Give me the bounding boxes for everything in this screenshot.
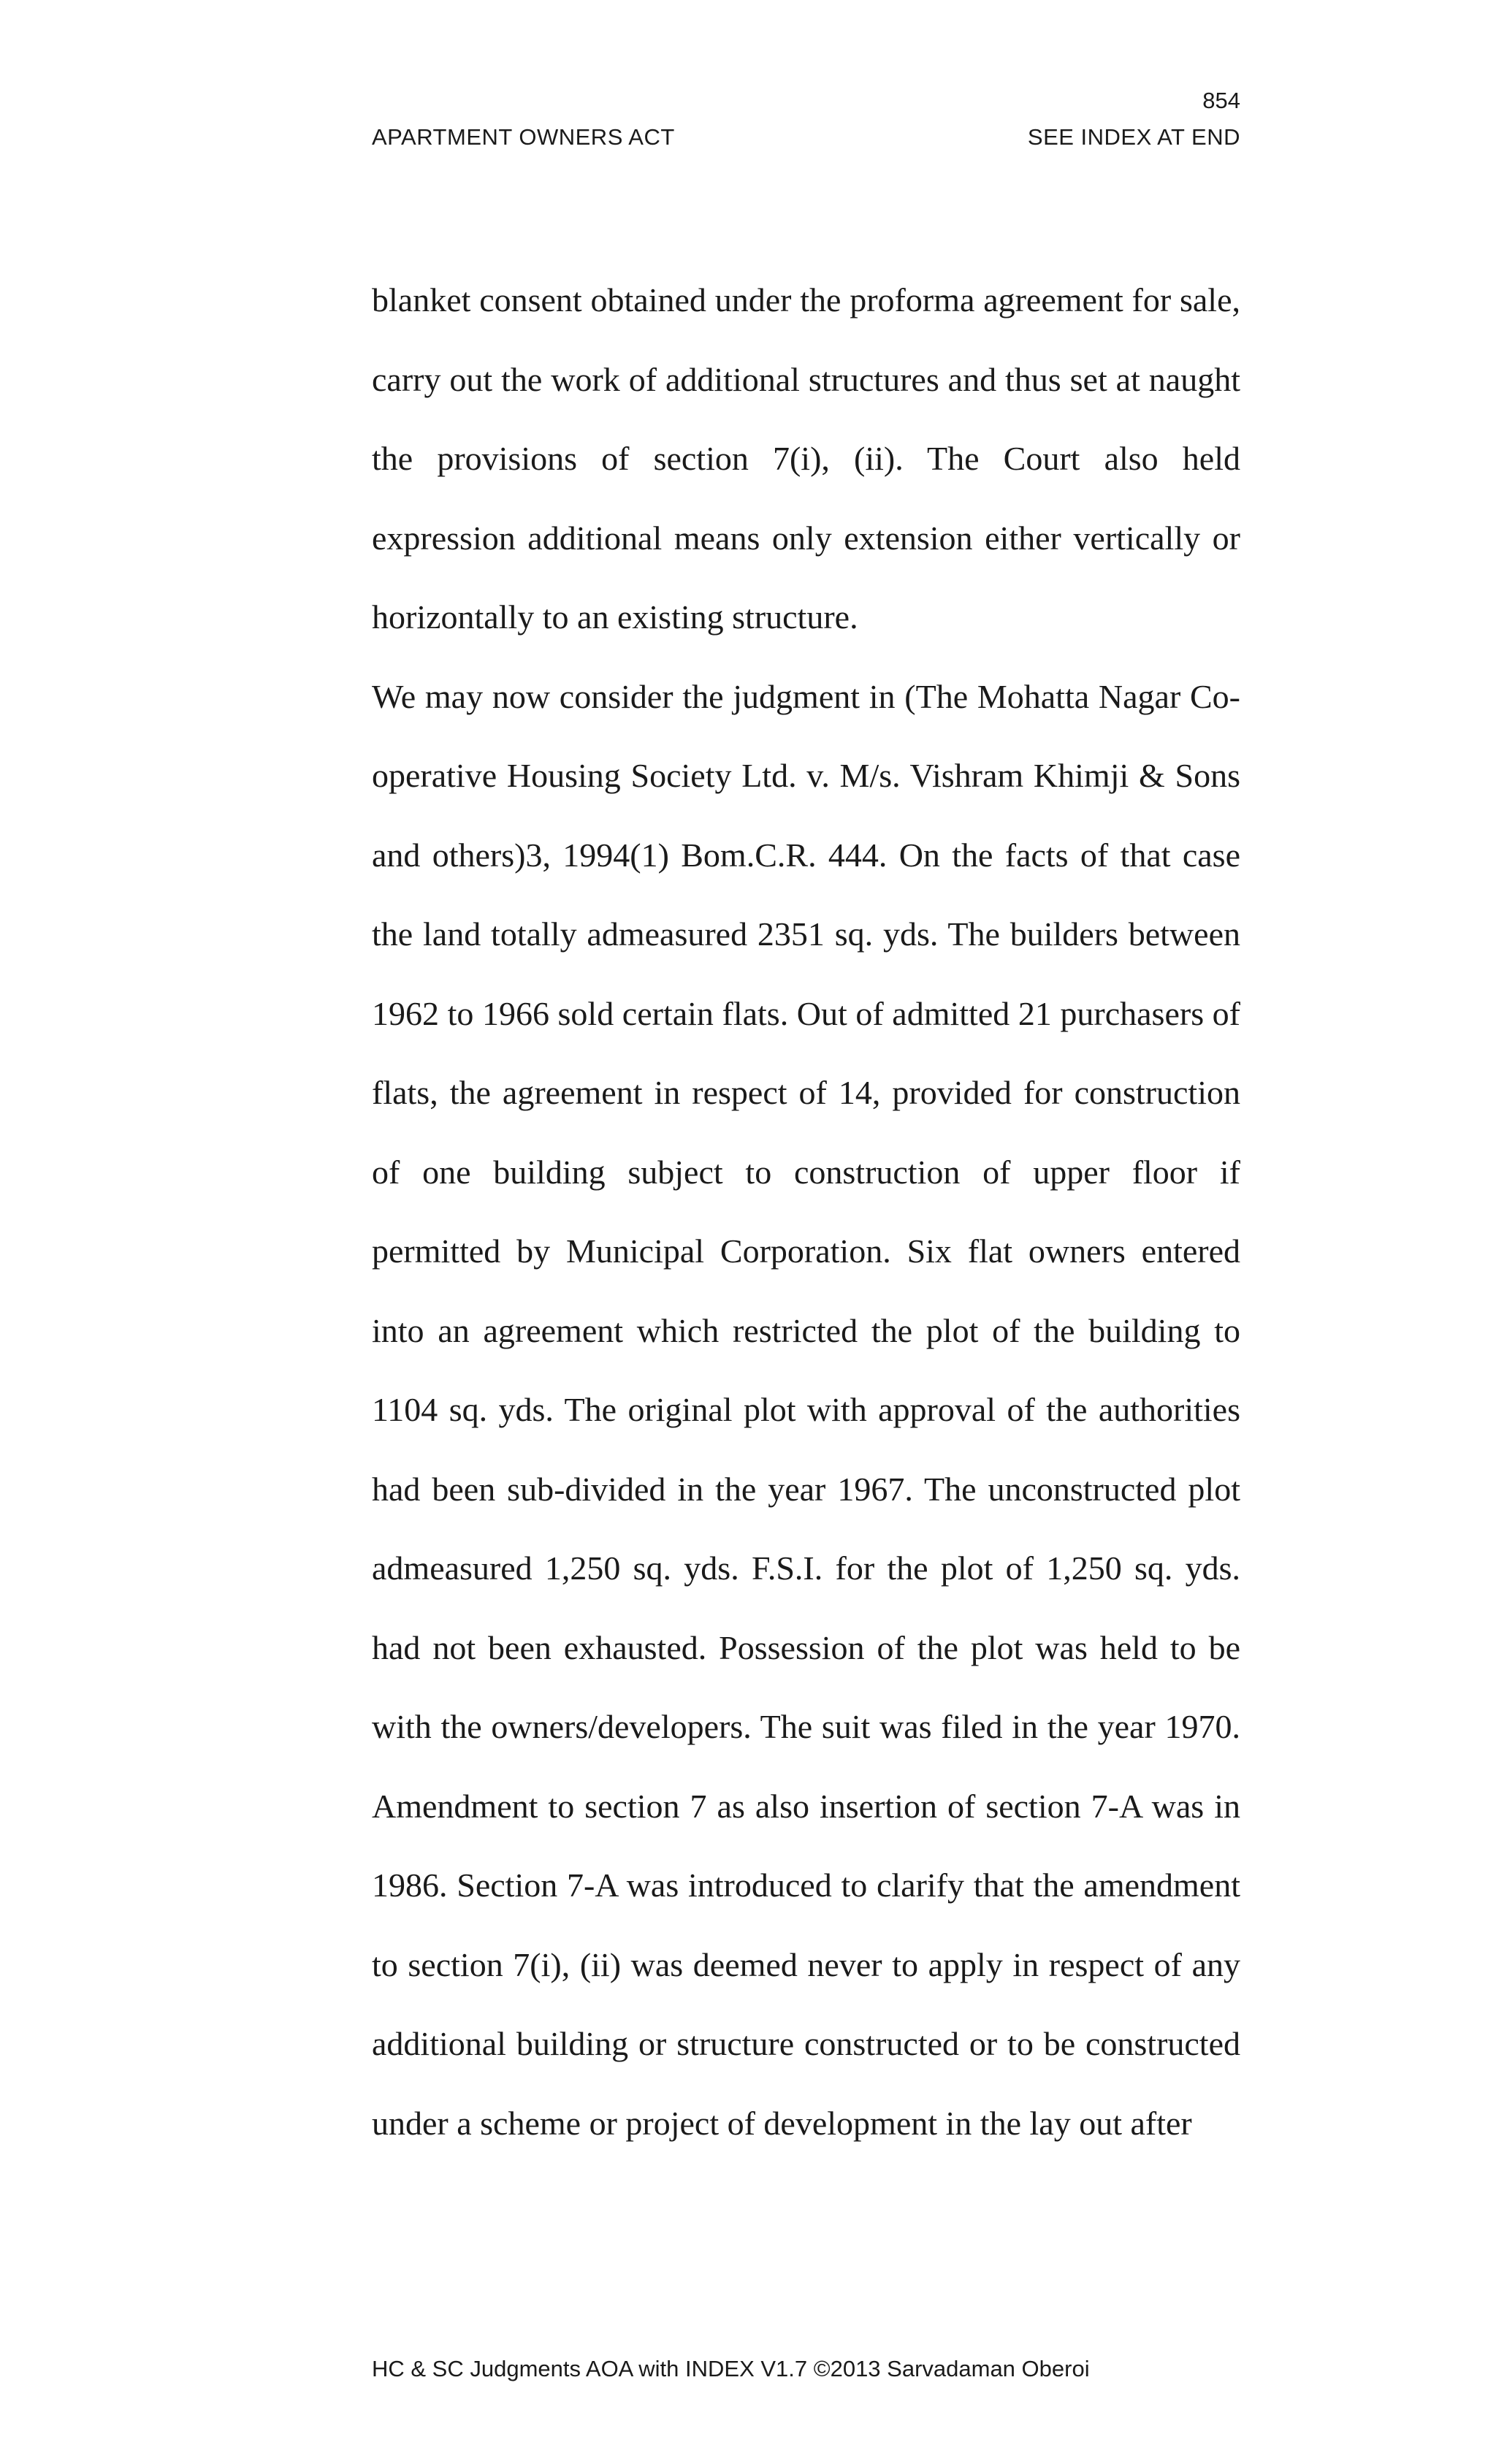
paragraph-1: blanket consent obtained under the proforma agreement for sale, carry out the work of additional structures and thus set at naught the provisions of section 7(i), (ii). The Court also held expression additional means only extension either vertically or horizontally to an existing structure.	[372, 281, 1240, 636]
document-body	[372, 261, 1240, 2163]
running-header-right: SEE INDEX AT END	[1027, 124, 1240, 150]
footer-copyright: HC & SC Judgments AOA with INDEX V1.7 ©2013 Sarvadaman Oberoi	[372, 2356, 1090, 2381]
paragraph-2: We may now consider the judgment in (The Mohatta Nagar Co-operative Housing Society Ltd. v. M/s. Vishram Khimji & Sons and others)3, 1994(1) Bom.C.R. 444. On the facts of that case the land totally admeasured 2351 sq. yds. The builders between 1962 to 1966 sold certain flats. Out of admitted 21 purchasers of flats, the agreement in respect of 14, provided for construction of one building subject to construction of upper floor if permitted by Municipal Corporation. Six flat owners entered into an agreement which restricted the plot of the building to 1104 sq. yds. The original plot with approval of the authorities had been sub-divided in the year 1967. The unconstructed plot admeasured 1,250 sq. yds. F.S.I. for the plot of 1,250 sq. yds. had not been exhausted. Possession of the plot was held to be with the owners/developers. The suit was filed in the year 1970. Amendment to section 7 as also insertion of section 7-A was in 1986. Section 7-A was introduced to clarify that the amendment to section 7(i), (ii) was deemed never to apply in respect of any additional building or structure constructed or to be constructed under a scheme or project of development in the lay out after	[372, 677, 1240, 2142]
page-number: 854	[1202, 88, 1240, 113]
running-header-left: APARTMENT OWNERS ACT	[372, 124, 675, 150]
